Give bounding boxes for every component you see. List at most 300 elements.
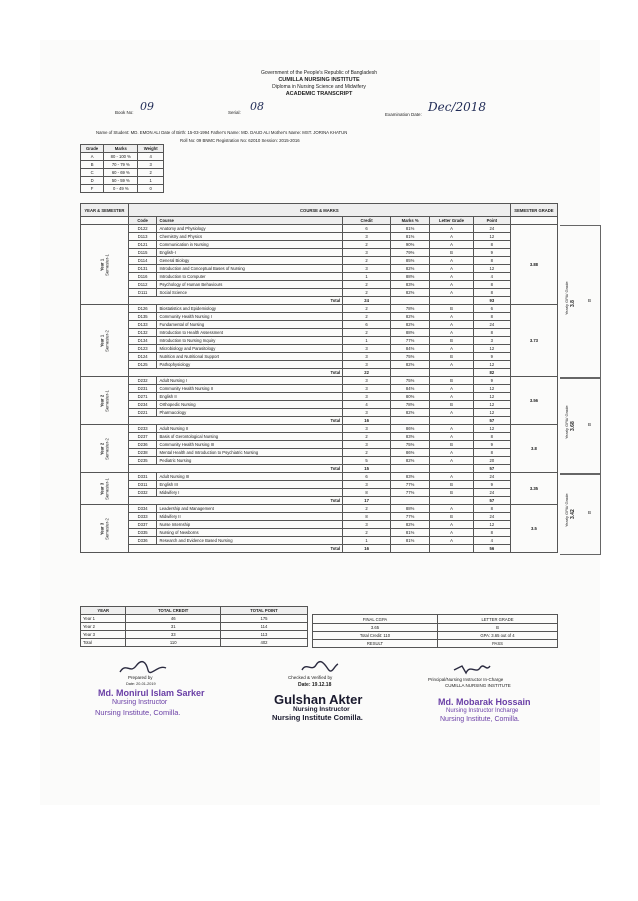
total-credit: 24 bbox=[343, 297, 391, 305]
course-row bbox=[81, 393, 558, 401]
year-sem-header: YEAR & SEMESTER bbox=[81, 204, 129, 217]
course-code: D234 bbox=[128, 401, 157, 409]
course-letter-grade: B bbox=[430, 401, 474, 409]
course-code: D123 bbox=[128, 345, 157, 353]
summary-total-point: 113 bbox=[220, 631, 307, 639]
course-row bbox=[81, 401, 558, 409]
total-empty-marks bbox=[390, 417, 429, 425]
course-code: D236 bbox=[128, 441, 157, 449]
course-row bbox=[81, 265, 558, 273]
course-credit: 2 bbox=[343, 241, 391, 249]
prepared-stamp-inst: Nursing Institute, Comilla. bbox=[95, 708, 181, 717]
grade-weight: 0 bbox=[138, 185, 164, 193]
course-name: Introduction and Conceptual Bases of Nursing bbox=[157, 265, 343, 273]
course-letter-grade: A bbox=[430, 385, 474, 393]
semester-total-row bbox=[81, 545, 558, 553]
course-marks: 78% bbox=[390, 401, 429, 409]
course-point: 8 bbox=[473, 313, 510, 321]
roll-line: Roll No: 09 BNMC Registration No: 62010 Session: 2015-2016 bbox=[180, 138, 300, 143]
year-label: Year 3 bbox=[99, 482, 105, 495]
semester-gpa: 3.73 bbox=[510, 305, 557, 377]
course-name: Nutrition and Nutritional Support bbox=[157, 353, 343, 361]
total-empty-marks bbox=[390, 465, 429, 473]
course-credit: 1 bbox=[343, 537, 391, 545]
course-marks: 77% bbox=[390, 481, 429, 489]
course-name: Community Health Nursing I bbox=[157, 313, 343, 321]
summary-year: Year 1 bbox=[81, 615, 126, 623]
course-row bbox=[81, 281, 558, 289]
course-letter-grade: A bbox=[430, 457, 474, 465]
grade-weight: 3 bbox=[138, 161, 164, 169]
grade-scale-row bbox=[81, 185, 164, 193]
yearly-gpa-label: Yearly GPA/ Grade bbox=[564, 492, 569, 527]
course-code: D116 bbox=[128, 273, 157, 281]
total-empty-grade bbox=[430, 297, 474, 305]
course-letter-grade: B bbox=[430, 353, 474, 361]
total-credit: 16 bbox=[343, 417, 391, 425]
yearly-gpa-label: Yearly GPA/ Grade bbox=[564, 280, 569, 315]
course-name: English II bbox=[157, 393, 343, 401]
course-row bbox=[81, 521, 558, 529]
course-letter-grade: A bbox=[430, 281, 474, 289]
checked-date: Date: 19.12.18 bbox=[298, 682, 332, 688]
grade-weight: 2 bbox=[138, 169, 164, 177]
yearly-grade-value: B bbox=[588, 421, 592, 427]
course-name: Social Science bbox=[157, 289, 343, 297]
total-label: Total bbox=[128, 369, 342, 377]
course-code: D333 bbox=[128, 513, 157, 521]
course-name: Communication in Nursing bbox=[157, 241, 343, 249]
course-letter-grade: A bbox=[430, 505, 474, 513]
course-point: 8 bbox=[473, 505, 510, 513]
year-semester-cell bbox=[81, 505, 129, 553]
course-code: D231 bbox=[128, 385, 157, 393]
course-code: D311 bbox=[128, 481, 157, 489]
course-row bbox=[81, 513, 558, 521]
course-header: Course bbox=[157, 217, 343, 225]
total-empty-grade bbox=[430, 545, 474, 553]
semester-total-row bbox=[81, 369, 558, 377]
course-name: Nurse Internship bbox=[157, 521, 343, 529]
total-empty-marks bbox=[390, 545, 429, 553]
course-name: Nursing of Newborns bbox=[157, 529, 343, 537]
total-point: 57 bbox=[473, 417, 510, 425]
summary-year: Total bbox=[81, 639, 126, 647]
grade-scale-table bbox=[80, 144, 164, 193]
course-point: 8 bbox=[473, 289, 510, 297]
total-empty-grade bbox=[430, 417, 474, 425]
header-institute: CUMILLA NURSING INSTITUTE bbox=[278, 77, 360, 83]
total-credit: 15 bbox=[343, 465, 391, 473]
course-point: 8 bbox=[473, 281, 510, 289]
course-name: Microbiology and Parasitology bbox=[157, 345, 343, 353]
course-credit: 2 bbox=[343, 281, 391, 289]
course-code: D126 bbox=[128, 305, 157, 313]
grade-weight: 1 bbox=[138, 177, 164, 185]
course-row bbox=[81, 481, 558, 489]
course-credit: 6 bbox=[343, 225, 391, 233]
letter-grade-value: B bbox=[438, 624, 558, 632]
exam-label: Examination Date: bbox=[385, 112, 422, 117]
grade-scale-row bbox=[81, 153, 164, 161]
course-marks: 75% bbox=[390, 441, 429, 449]
year-semester-label bbox=[99, 427, 109, 470]
course-marks: 77% bbox=[390, 337, 429, 345]
course-name: Pharmacology bbox=[157, 409, 343, 417]
yearly-grade-value: B bbox=[588, 509, 592, 515]
course-marks: 82% bbox=[390, 289, 429, 297]
course-row bbox=[81, 457, 558, 465]
course-marks: 82% bbox=[390, 521, 429, 529]
header-gov: Government of the People's Republic of Bangladesh bbox=[260, 70, 378, 76]
course-code: D334 bbox=[128, 505, 157, 513]
course-credit: 3 bbox=[343, 353, 391, 361]
course-credit: 3 bbox=[343, 481, 391, 489]
grade-letter: D bbox=[81, 177, 104, 185]
course-name: Midwifery II bbox=[157, 513, 343, 521]
cgpa-label: FINAL CGPA bbox=[313, 615, 438, 624]
course-row bbox=[81, 289, 558, 297]
course-point: 12 bbox=[473, 385, 510, 393]
year-label: Year 1 bbox=[99, 258, 105, 271]
summary-row bbox=[81, 631, 308, 639]
summary-total-credit: 110 bbox=[126, 639, 221, 647]
header-diploma: Diploma in Nursing Science and Midwifery bbox=[272, 84, 366, 90]
course-marks: 90% bbox=[390, 241, 429, 249]
total-empty-marks bbox=[390, 297, 429, 305]
semester-grade-header: SEMESTER GRADE bbox=[510, 204, 557, 217]
total-credit: 17 bbox=[343, 497, 391, 505]
total-point: 57 bbox=[473, 465, 510, 473]
course-letter-grade: A bbox=[430, 329, 474, 337]
course-credit: 3 bbox=[343, 409, 391, 417]
year-label: Year 2 bbox=[99, 394, 105, 407]
year-semester-cell bbox=[81, 377, 129, 425]
total-credit: 16 bbox=[343, 545, 391, 553]
course-letter-grade: A bbox=[430, 409, 474, 417]
course-name: Fundamental of Nursing bbox=[157, 321, 343, 329]
course-point: 9 bbox=[473, 353, 510, 361]
course-letter-grade: B bbox=[430, 489, 474, 497]
course-credit: 2 bbox=[343, 313, 391, 321]
course-credit: 2 bbox=[343, 433, 391, 441]
course-name: Community Health Nursing III bbox=[157, 441, 343, 449]
grade-scale-row bbox=[81, 169, 164, 177]
course-code: D332 bbox=[128, 489, 157, 497]
book-value: 09 bbox=[140, 100, 154, 113]
semester-label: Semester-2 bbox=[104, 329, 110, 352]
year-label: Year 3 bbox=[99, 522, 105, 535]
total-point: 82 bbox=[473, 369, 510, 377]
course-credit: 3 bbox=[343, 233, 391, 241]
course-credit: 2 bbox=[343, 329, 391, 337]
principal-institute: CUMILLA NURSING INSTITUTE bbox=[445, 683, 511, 688]
year-label: Year 2 bbox=[99, 442, 105, 455]
course-letter-grade: A bbox=[430, 241, 474, 249]
semester-total-row bbox=[81, 417, 558, 425]
course-name: English III bbox=[157, 481, 343, 489]
course-marks: 86% bbox=[390, 425, 429, 433]
course-row bbox=[81, 353, 558, 361]
course-marks: 83% bbox=[390, 281, 429, 289]
total-point: 93 bbox=[473, 297, 510, 305]
grade-marks-range: 70 - 79 % bbox=[104, 161, 138, 169]
course-marks: 75% bbox=[390, 353, 429, 361]
course-code: D235 bbox=[128, 457, 157, 465]
course-point: 9 bbox=[473, 377, 510, 385]
total-empty-grade bbox=[430, 369, 474, 377]
course-row bbox=[81, 473, 558, 481]
summary-credit-header: TOTAL CREDIT bbox=[126, 607, 221, 615]
semester-gpa: 3.88 bbox=[510, 225, 557, 305]
summary-row bbox=[81, 623, 308, 631]
checked-stamp-inst: Nursing Institute Comilla. bbox=[272, 713, 363, 722]
summary-row bbox=[81, 615, 308, 623]
course-name: Orthopedic Nursing bbox=[157, 401, 343, 409]
course-credit: 3 bbox=[343, 377, 391, 385]
grade-weight: 4 bbox=[138, 153, 164, 161]
course-row bbox=[81, 233, 558, 241]
course-name: Leadership and Management bbox=[157, 505, 343, 513]
course-code: D115 bbox=[128, 249, 157, 257]
credit-header: Credit bbox=[343, 217, 391, 225]
course-code: D233 bbox=[128, 425, 157, 433]
summary-row bbox=[81, 639, 308, 647]
course-point: 8 bbox=[473, 449, 510, 457]
semester-total-row bbox=[81, 465, 558, 473]
course-marks: 78% bbox=[390, 305, 429, 313]
course-name: Adult Nursing II bbox=[157, 425, 343, 433]
course-letter-grade: A bbox=[430, 393, 474, 401]
course-code: D131 bbox=[128, 265, 157, 273]
grade-marks-range: 80 - 100 % bbox=[104, 153, 138, 161]
principal-stamp-name: Md. Mobarak Hossain bbox=[438, 697, 531, 707]
course-letter-grade: A bbox=[430, 425, 474, 433]
course-code: D336 bbox=[128, 537, 157, 545]
course-row bbox=[81, 337, 558, 345]
course-credit: 3 bbox=[343, 425, 391, 433]
course-marks: 82% bbox=[390, 409, 429, 417]
course-code: D111 bbox=[128, 289, 157, 297]
year-semester-label bbox=[99, 379, 109, 422]
course-name: Basis of Gerontological Nursing bbox=[157, 433, 343, 441]
course-letter-grade: B bbox=[430, 249, 474, 257]
course-name: Introduction to Computer bbox=[157, 273, 343, 281]
semester-gpa: 3.56 bbox=[510, 377, 557, 425]
course-code: D331 bbox=[128, 473, 157, 481]
course-name: Community Health Nursing II bbox=[157, 385, 343, 393]
course-point: 24 bbox=[473, 225, 510, 233]
summary-year: Year 3 bbox=[81, 631, 126, 639]
course-code: D135 bbox=[128, 313, 157, 321]
total-label: Total bbox=[128, 465, 342, 473]
course-letter-grade: A bbox=[430, 433, 474, 441]
course-credit: 3 bbox=[343, 393, 391, 401]
course-letter-grade: A bbox=[430, 225, 474, 233]
year-semester-cell bbox=[81, 473, 129, 505]
course-row bbox=[81, 409, 558, 417]
course-row bbox=[81, 225, 558, 233]
course-letter-grade: A bbox=[430, 449, 474, 457]
course-letter-grade: B bbox=[430, 481, 474, 489]
grade-scale-row bbox=[81, 161, 164, 169]
prepared-signature bbox=[118, 660, 168, 676]
course-letter-grade: B bbox=[430, 513, 474, 521]
year-semester-label bbox=[99, 507, 109, 550]
course-name: Adult Nursing I bbox=[157, 377, 343, 385]
course-credit: 3 bbox=[343, 265, 391, 273]
course-point: 12 bbox=[473, 265, 510, 273]
course-code: D122 bbox=[128, 225, 157, 233]
course-point: 12 bbox=[473, 233, 510, 241]
code-header: Code bbox=[128, 217, 157, 225]
course-row bbox=[81, 385, 558, 393]
course-marks: 82% bbox=[390, 361, 429, 369]
course-credit: 2 bbox=[343, 305, 391, 313]
course-credit: 2 bbox=[343, 257, 391, 265]
course-point: 3 bbox=[473, 337, 510, 345]
book-label: Book No: bbox=[115, 110, 134, 115]
summary-year: Year 2 bbox=[81, 623, 126, 631]
course-code: D271 bbox=[128, 393, 157, 401]
year-semester-label bbox=[99, 243, 109, 286]
grade-scale-row bbox=[81, 177, 164, 185]
course-code: D121 bbox=[128, 241, 157, 249]
yearly-gpa-value: 3.42 bbox=[570, 508, 576, 519]
course-row bbox=[81, 449, 558, 457]
course-point: 12 bbox=[473, 409, 510, 417]
course-name: Chemistry and Physics bbox=[157, 233, 343, 241]
course-marks: 83% bbox=[390, 473, 429, 481]
semester-gpa: 3.8 bbox=[510, 425, 557, 473]
semester-total-row bbox=[81, 297, 558, 305]
course-credit: 4 bbox=[343, 401, 391, 409]
course-name: Introduction to Nursing Inquiry bbox=[157, 337, 343, 345]
course-row bbox=[81, 433, 558, 441]
exam-value: Dec/2018 bbox=[428, 100, 487, 114]
principal-stamp-inst: Nursing Institute, Comilla. bbox=[440, 716, 520, 723]
semester-label: Semester-1 bbox=[104, 253, 110, 276]
yearly-gpa-value: 3.8 bbox=[570, 299, 576, 307]
gpa-of: GPA: 3.65 out of 4 bbox=[438, 632, 558, 640]
checked-stamp-title: Nursing Instructor bbox=[293, 706, 350, 713]
course-letter-grade: A bbox=[430, 313, 474, 321]
course-point: 24 bbox=[473, 513, 510, 521]
course-credit: 2 bbox=[343, 529, 391, 537]
course-credit: 6 bbox=[343, 473, 391, 481]
total-label: Total bbox=[128, 297, 342, 305]
course-point: 8 bbox=[473, 329, 510, 337]
summary-total-point: 175 bbox=[220, 615, 307, 623]
course-code: D114 bbox=[128, 257, 157, 265]
course-credit: 1 bbox=[343, 273, 391, 281]
course-marks: 86% bbox=[390, 449, 429, 457]
course-row bbox=[81, 505, 558, 513]
course-table bbox=[80, 203, 558, 553]
year-semester-label bbox=[99, 473, 109, 505]
course-point: 24 bbox=[473, 473, 510, 481]
course-letter-grade: B bbox=[430, 337, 474, 345]
course-row bbox=[81, 273, 558, 281]
total-point: 57 bbox=[473, 497, 510, 505]
course-letter-grade: A bbox=[430, 273, 474, 281]
course-marks: 81% bbox=[390, 233, 429, 241]
course-code: D238 bbox=[128, 449, 157, 457]
marks-header: Marks bbox=[104, 145, 138, 153]
course-code: D237 bbox=[128, 433, 157, 441]
summary-total-credit: 31 bbox=[126, 623, 221, 631]
semester-label: Semester-2 bbox=[104, 437, 110, 460]
course-point: 8 bbox=[473, 529, 510, 537]
prepared-date: Date: 20-01-2019 bbox=[126, 682, 156, 686]
course-letter-grade: A bbox=[430, 321, 474, 329]
course-marks: 88% bbox=[390, 505, 429, 513]
course-marks: 82% bbox=[390, 313, 429, 321]
course-code: D337 bbox=[128, 521, 157, 529]
yearly-grade-value: B bbox=[588, 297, 592, 303]
summary-total-credit: 33 bbox=[126, 631, 221, 639]
course-code: D132 bbox=[128, 329, 157, 337]
course-point: 12 bbox=[473, 521, 510, 529]
course-point: 12 bbox=[473, 345, 510, 353]
prepared-label: Prepared by bbox=[128, 675, 153, 680]
course-credit: 3 bbox=[343, 521, 391, 529]
yearly-gpa-value: 3.68 bbox=[570, 420, 576, 431]
weight-header: Weight bbox=[138, 145, 164, 153]
course-name: Pathophysiology bbox=[157, 361, 343, 369]
prepared-stamp-title: Nursing Instructor bbox=[112, 699, 168, 706]
total-credit: Total Credit: 110 bbox=[313, 632, 438, 640]
course-row bbox=[81, 537, 558, 545]
grade-marks-range: 0 - 49 % bbox=[104, 185, 138, 193]
course-code: D124 bbox=[128, 353, 157, 361]
course-letter-grade: B bbox=[430, 305, 474, 313]
prepared-stamp-name: Md. Monirul Islam Sarker bbox=[98, 688, 205, 698]
course-marks: 84% bbox=[390, 385, 429, 393]
course-row bbox=[81, 321, 558, 329]
total-empty-marks bbox=[390, 497, 429, 505]
course-letter-grade: A bbox=[430, 361, 474, 369]
serial-value: 08 bbox=[250, 100, 264, 113]
summary-point-header: TOTAL POINT bbox=[220, 607, 307, 615]
course-letter-grade: A bbox=[430, 521, 474, 529]
course-name: Introduction to Health Assessment bbox=[157, 329, 343, 337]
course-code: D134 bbox=[128, 337, 157, 345]
course-row bbox=[81, 377, 558, 385]
course-marks: 83% bbox=[390, 433, 429, 441]
course-marks: 75% bbox=[390, 377, 429, 385]
course-point: 12 bbox=[473, 393, 510, 401]
course-letter-grade: A bbox=[430, 265, 474, 273]
course-row bbox=[81, 441, 558, 449]
course-point: 9 bbox=[473, 441, 510, 449]
course-name: Pediatric Nursing bbox=[157, 457, 343, 465]
course-marks: 82% bbox=[390, 265, 429, 273]
semester-label: Semester-1 bbox=[104, 389, 110, 412]
course-name: Research and Evidence Based Nursing bbox=[157, 537, 343, 545]
course-marks: 81% bbox=[390, 529, 429, 537]
course-name: Mental Health and Introduction to Psychiatric Nursing bbox=[157, 449, 343, 457]
course-point: 24 bbox=[473, 489, 510, 497]
summary-total-point: 114 bbox=[220, 623, 307, 631]
course-row bbox=[81, 425, 558, 433]
grade-marks-range: 50 - 59 % bbox=[104, 177, 138, 185]
course-marks: 88% bbox=[390, 329, 429, 337]
course-credit: 3 bbox=[343, 441, 391, 449]
course-credit: 3 bbox=[343, 385, 391, 393]
course-letter-grade: A bbox=[430, 537, 474, 545]
course-code: D221 bbox=[128, 409, 157, 417]
